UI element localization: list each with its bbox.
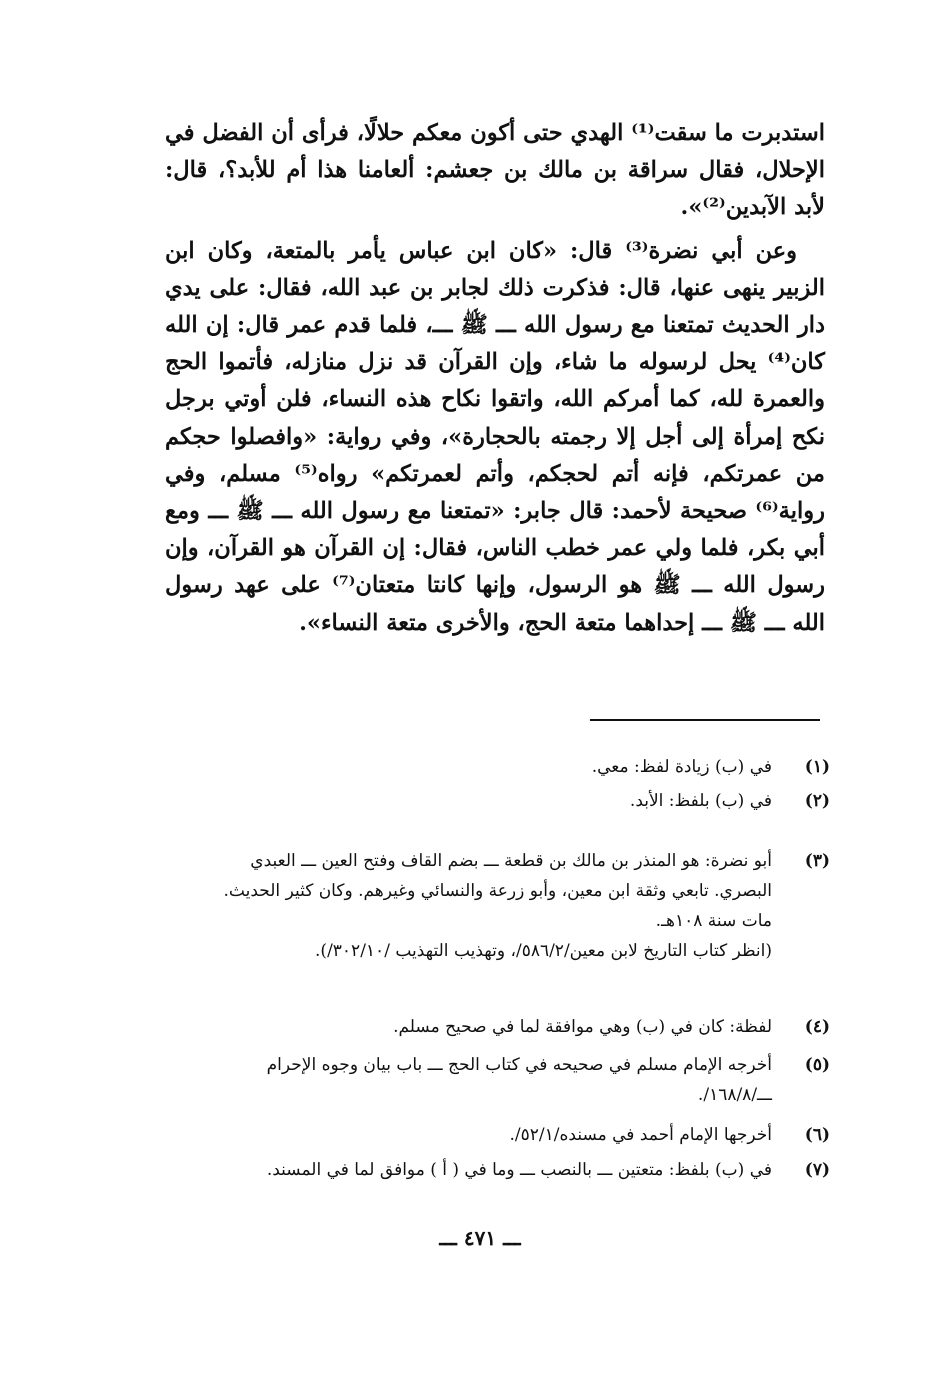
footnote-line: البصري. تابعي وثقة ابن معين، وأبو زرعة والنسائي وغيرهم. وكان كثير الحديث. bbox=[223, 881, 772, 901]
footnote-5 bbox=[150, 1050, 830, 1110]
paragraph-1: استدبرت ما سقت⁽¹⁾ الهدي حتى أكون معكم حلالًا، فرأى أن الفضل في الإحلال، فقال سراقة بن مالك بن جعشم: ألعامنا هذا أم للأبد؟، قال: لأبد الآبدين⁽²⁾». bbox=[165, 120, 825, 221]
footnote-text: في (ب) زيادة لفظ: معي. bbox=[591, 757, 772, 777]
footnote-number: (٢) bbox=[804, 791, 830, 811]
footnote-text: أخرجها الإمام أحمد في مسنده/٥٢/١/. bbox=[509, 1125, 772, 1145]
footnote-2 bbox=[150, 786, 830, 816]
main-text bbox=[165, 115, 825, 642]
footnote-3 bbox=[150, 846, 830, 966]
page-number: ـــ ٤٧١ ـــ bbox=[439, 1226, 521, 1250]
footnote-7 bbox=[150, 1155, 830, 1185]
footnote-text: في (ب) بلفظ: متعتين ـــ بالنصب ـــ وما في ( أ ) موافق لما في المسند. bbox=[266, 1160, 772, 1180]
footnote-reference: (انظر كتاب التاريخ لابن معين/٥٨٦/٢/، وتهذيب التهذيب /٣٠٢/١٠/). bbox=[315, 941, 772, 961]
footnote-line: ـــ/١٦٨/٨/. bbox=[697, 1085, 772, 1105]
footnote-line: أبو نضرة: هو المنذر بن مالك بن قطعة ـــ بضم القاف وفتح العين ـــ العبدي bbox=[250, 851, 772, 871]
footnote-text: في (ب) بلفظ: الأبد. bbox=[629, 791, 772, 811]
footnote-4 bbox=[150, 1012, 830, 1042]
footnote-line: أخرجه الإمام مسلم في صحيحه في كتاب الحج ـــ باب بيان وجوه الإحرام bbox=[266, 1055, 772, 1075]
paragraph-2: وعن أبي نضرة⁽³⁾ قال: «كان ابن عباس يأمر بالمتعة، وكان ابن الزبير ينهى عنها، قال: فذكرت ذلك لجابر بن عبد الله، فقال: على يدي دار الحديث تمتعنا مع رسول الله ـــ ﷺ ـــ، فلما قدم عمر قال: إن الله كان⁽⁴⁾ يحل لرسوله ما شاء، وإن القرآن قد نزل منازله، فأتموا الحج والعمرة لله، كما أمركم الله، واتقوا نكاح هذه النساء، فلن أوتي برجل نكح إمرأة إلى أجل إلا رجمته بالحجارة»، وفي رواية: «وافصلوا حجكم من عمرتكم، فإنه أتم لحجكم، وأتم لعمرتكم» رواه⁽⁵⁾ مسلم، وفي رواية⁽⁶⁾ صحيحة لأحمد: قال جابر: «تمتعنا مع رسول الله ـــ ﷺ ـــ ومع أبي بكر، فلما ولي عمر خطب الناس، فقال: إن القرآن هو القرآن، وإن رسول الله ـــ ﷺ هو الرسول، وإنها كانتا متعتان⁽⁷⁾ على عهد رسول الله ـــ ﷺ ـــ إحداهما متعة الحج، والأخرى متعة النساء». bbox=[165, 237, 826, 636]
footnote-separator bbox=[590, 719, 820, 721]
footnote-number: (٣) bbox=[804, 851, 830, 871]
footnote-number: (٧) bbox=[804, 1160, 830, 1180]
footnote-number: (١) bbox=[804, 757, 830, 777]
footnote-text: لفظة: كان في (ب) وهي موافقة لما في صحيح مسلم. bbox=[393, 1017, 772, 1037]
footnote-1 bbox=[150, 752, 830, 782]
footnote-6 bbox=[150, 1120, 830, 1150]
footnote-number: (٦) bbox=[804, 1125, 830, 1145]
footnote-number: (٤) bbox=[804, 1017, 830, 1037]
footnote-line: مات سنة ١٠٨هـ. bbox=[655, 911, 772, 931]
footnote-number: (٥) bbox=[804, 1055, 830, 1075]
